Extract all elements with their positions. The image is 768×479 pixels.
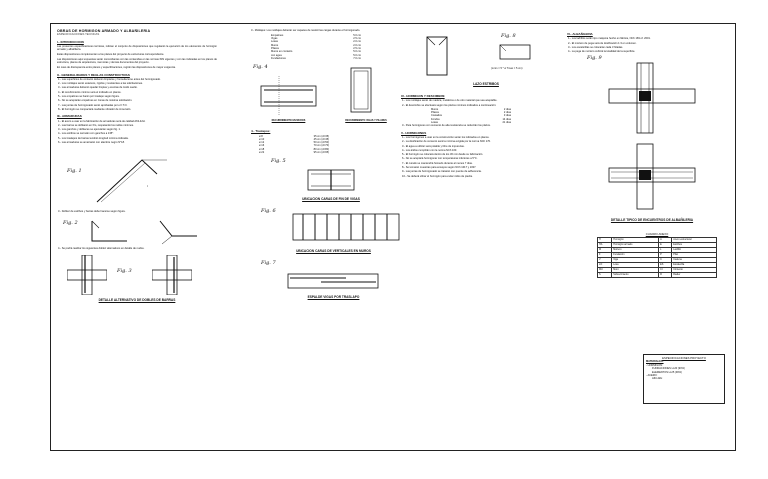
cover-row: Losas 2.0 cm xyxy=(271,40,361,44)
table-cell: V xyxy=(598,257,612,262)
fig-1-label: Fig. 1 xyxy=(67,168,82,175)
list-item: 10.- Se deberá vibrar el hormigón para evitar nidos de piedra. xyxy=(402,174,473,178)
fig-4-label: Fig. 4 xyxy=(253,64,268,71)
fig-3a-drawing xyxy=(67,255,107,295)
table-cell: CI xyxy=(659,267,672,272)
table-cell: A xyxy=(659,237,672,242)
list-item: 3.- Para hormigones con cemento de alta resistencia se reducirán los plazos. xyxy=(402,124,491,128)
paragraph: En caso de discrepancia entre planos y especificaciones, regirán las disposiciones de mayor exigencia. xyxy=(57,66,176,70)
fig-2-drawing xyxy=(87,216,137,246)
paragraph: Estas disposiciones complementan a los planos del proyecto de estructuras correspondiente. xyxy=(57,53,165,57)
list-item: 4.- El recubrimiento mínimo será el indicado en planos. xyxy=(58,90,122,94)
list-item: 2.- La dosificación de cemento será la mínima exigida por la norma NCh 170. xyxy=(402,140,491,144)
fig-9a-drawing xyxy=(607,61,697,136)
fig-4a-caption: RECUBRIMIENTO EN MUROS xyxy=(271,119,306,123)
fig-9b-drawing xyxy=(607,142,697,212)
list-item: 8.- El hormigón se compactará mediante vibrador de inmersión. xyxy=(58,107,132,111)
column-2 xyxy=(251,29,416,447)
lap-row: ø 12 50 cm (d=50) xyxy=(259,141,329,145)
fig-8 xyxy=(401,29,566,91)
fig-3-label: Fig. 3 xyxy=(117,268,132,275)
column-1 xyxy=(57,29,217,447)
lap-row: ø 16 70 cm (d=70) xyxy=(259,144,329,148)
list-item: 6.- Las armaduras se amarrarán con alambre negro N°18. xyxy=(58,141,125,145)
list-item: 4.- Los estribos se cerrarán con ganchos a 135°. xyxy=(58,132,114,136)
legend-line: FUNDACIONES H-20 (90%) xyxy=(652,367,685,371)
fig-8-label: Fig. 8 xyxy=(501,33,516,39)
fig-3b-drawing xyxy=(152,255,192,295)
fig-6-label: Fig. 6 xyxy=(261,208,276,215)
list-item: 3.- El agua a utilizar será potable y libre de impurezas. xyxy=(402,144,465,148)
section-heading: III.- ARMADURAS xyxy=(57,114,82,119)
table-cell: Acero estructural xyxy=(672,237,717,242)
lap-row: ø 8 35 cm (d=35) xyxy=(259,134,329,138)
table-cell: Hormigón armado xyxy=(612,242,659,247)
list-item: 1.- Los ladrillos serán tipo máquina hecho en fábrica, NCh 169 of. 2001. xyxy=(568,37,651,41)
descimbre-row: Costados 3 días xyxy=(431,114,511,118)
fig-note: 3.- Doblez de estribos y barras debe hacerse según figura. xyxy=(58,210,126,214)
legend-line: A63-42H xyxy=(652,377,663,381)
list-item: 5.- El hormigón se colocará dentro de los 30 min desde su fabricación. xyxy=(402,153,484,157)
formula: (Lmin = 5 * ø Tmax = 5 cm) xyxy=(491,67,523,70)
table-cell: MU xyxy=(598,267,612,272)
column-3 xyxy=(401,29,566,447)
table-cell: S xyxy=(598,272,612,277)
fig-note: 4.- Se podrá realizar los siguientes doblez alternativos en detalle de nudos. xyxy=(58,247,145,251)
section-heading: I.- INTRODUCCION xyxy=(57,39,84,44)
fig-9 xyxy=(567,57,732,227)
section-heading: V.- HORMIGONES xyxy=(401,130,427,135)
fig-6 xyxy=(251,206,416,256)
anexo-table xyxy=(597,237,717,278)
fig-2b-drawing xyxy=(152,216,202,246)
table-cell: Losa xyxy=(612,262,659,267)
table-cell: M xyxy=(598,247,612,252)
fig-7-caption: ESPALDE VIGAS POR TRASLAPO xyxy=(307,295,360,300)
cover-row: Vigas 2.5 cm xyxy=(271,37,361,41)
lap-row: ø 22 95 cm (d=95) xyxy=(259,151,329,155)
fig-5 xyxy=(251,160,416,204)
legend-line: - HORMIGON: xyxy=(646,363,663,367)
section-heading: VI.- ALBAÑILERIA xyxy=(567,32,593,36)
list-item: 2.- Los moldajes serán estancos, rígidos y resistentes a las solicitaciones. xyxy=(58,82,143,86)
list-item: 2.- Las barras se doblarán en frío, respetando los radios mínimos. xyxy=(58,123,134,127)
fig-5-drawing xyxy=(306,166,356,194)
figures-1-3 xyxy=(57,152,217,302)
table-cell: Ladrillo xyxy=(672,247,717,252)
fig-7-drawing xyxy=(286,270,381,292)
list-item: 7.- El curado se mantendrá húmedo durante al menos 7 días. xyxy=(402,161,473,165)
table-cell: H xyxy=(598,237,612,242)
list-item: 1.- Los hormigones a usar en la construcción serán los indicados en planos. xyxy=(402,135,490,139)
list-item: 5.- Los traslapos de barras tendrán longitud mínima indicada. xyxy=(58,136,129,140)
fig-2-label: Fig. 2 xyxy=(63,220,78,227)
paragraph: 3.- Moldajes: Los moldajes deberán ser capaces de resistir las cargas durante el hormigonado. xyxy=(251,29,361,32)
list-item: 3.- Los ganchos y dobleces se ejecutarán según fig. 1. xyxy=(58,128,121,132)
table-cell: LO xyxy=(598,262,612,267)
table-cell: C xyxy=(659,257,672,262)
cover-row: Muros en contacto 5.0 cm xyxy=(271,50,361,54)
drawing-sheet xyxy=(50,23,736,451)
table-cell: ES xyxy=(659,262,672,267)
legend-box xyxy=(643,354,725,404)
list-item: 4.- La pega de mortero cubrirá la totalidad de la superficie. xyxy=(568,50,636,54)
list-item: 1.- Los moldajes serán de madera, metálicos o de otro material que sea aceptable. xyxy=(402,99,498,103)
table-cell: Radier xyxy=(672,272,717,277)
legend-title: ESPECIFICACIONES PROYECTO xyxy=(662,356,706,360)
fig-8-drawing xyxy=(421,33,461,79)
lap-table xyxy=(259,135,329,155)
table-cell: Mortero xyxy=(612,247,659,252)
svg-text:r: r xyxy=(147,184,148,189)
legend-line: - ACERO: xyxy=(646,374,658,378)
table-cell: Muro xyxy=(612,267,659,272)
table-cell: Sobrecimiento xyxy=(612,272,659,277)
descimbre-row: Losas 21 días xyxy=(431,121,511,125)
table-cell: Viga xyxy=(612,257,659,262)
section-heading: 4.- Traslapos: xyxy=(251,129,271,134)
table-cell: F xyxy=(598,252,612,257)
fig-1-drawing xyxy=(87,152,177,207)
fig-4b-caption: RECUBRIMIENTO VIGAS Y PILARES xyxy=(345,119,387,123)
lap-row: ø 18 80 cm (d=80) xyxy=(259,147,329,151)
table-cell: Escalerilla xyxy=(672,262,717,267)
table-cell: Cimiento xyxy=(672,267,717,272)
list-item: 8.- Se tomarán muestras para ensayos según NCh 1017 y 1037. xyxy=(402,166,477,170)
list-item: 5.- Los empalmes se harán por traslapo según figura. xyxy=(58,95,120,99)
table-cell: Cadena xyxy=(672,257,717,262)
legend-label: MATERIALES: xyxy=(646,360,664,364)
list-item: 6.- No se aceptarán empalmes en zonas de máxima solicitación. xyxy=(58,99,133,103)
cover-table xyxy=(271,34,361,60)
list-item: 7.- Las juntas de hormigonado serán aprobadas por el I.T.O. xyxy=(58,103,128,107)
document-subtitle: ESPECIFICACIONES TECNICAS xyxy=(57,32,100,37)
table-title: CUADRO ANEXO xyxy=(645,232,669,237)
list-item: 9.- Las juntas de hormigonado se tratarán con puente de adherencia. xyxy=(402,170,482,174)
cover-row: Fundaciones 7.0 cm xyxy=(271,56,361,60)
section-heading: IV.- HORMIGON Y DESCIMBRE xyxy=(401,94,445,98)
descimbre-row: Pilares 2 días xyxy=(431,111,511,115)
list-item: 2.- El mortero de pega será de dosificación 1:3 en volumen. xyxy=(568,41,637,45)
fig-5-label: Fig. 5 xyxy=(271,158,286,165)
fig-4 xyxy=(251,64,416,126)
fig-9-caption: DETALLE TIPICO DE ENCUENTROS DE ALBAÑILERIA xyxy=(610,218,694,223)
cover-row: Empalmes 5.0 cm xyxy=(271,33,361,37)
fig-8b-drawing xyxy=(496,43,536,63)
list-item: 4.- Los áridos cumplirán con la norma NCh 163. xyxy=(402,148,458,152)
anexo-table-wrap xyxy=(597,233,717,277)
list-item: 3.- Los escalerillas se colocarán cada 3 hiladas. xyxy=(568,45,624,49)
table-cell: E xyxy=(659,242,672,247)
paragraph: Las disposiciones aquí expuestas serán concordantes con las contenidas en las normas INN vigentes y con las indicadas en los planos de estructura, planos de arquitectura, memorias y demás documentos del proyecto. xyxy=(57,58,217,65)
list-item: 1.- El acero a usar en la fabricación de armaduras será de calidad A63-42H. xyxy=(58,119,146,123)
fig-7-label: Fig. 7 xyxy=(261,260,276,267)
paragraph: Las presentes especificaciones técnicas, indican el conjunto de disposiciones que regularán la ejecución de los elementos de hormigón armado y albañilería. xyxy=(57,45,217,52)
table-cell: Pilar xyxy=(672,252,717,257)
descimbre-row: Muros 2 días xyxy=(431,107,511,111)
document-title: OBRAS DE HORMIGON ARMADO Y ALBAÑILERIA xyxy=(57,29,151,33)
fig-8-caption: LAZO ESTRIBOS xyxy=(473,82,499,86)
descimbre-row: Fondos 14 días xyxy=(431,117,511,121)
section-heading: II.- GENERALIDADES Y REGLAS CONSTRUCTIVAS xyxy=(57,72,130,77)
list-item: 2.- El descimbre se efectuará según los plazos mínimos indicados a continuación: xyxy=(402,103,497,107)
fig-4a-drawing xyxy=(259,76,319,116)
fig-9-label: Fig. 9 xyxy=(587,55,602,62)
list-item: 1.- Las superficies de contacto deberán limpiarse y humedecerse antes del hormigonado. xyxy=(58,77,161,81)
table-cell: Fundación xyxy=(612,252,659,257)
table-row xyxy=(598,272,717,277)
fig-6-caption: UBICACION CARAS DE VERTICALES EN MUROS xyxy=(296,249,371,254)
descimbre-table xyxy=(431,108,511,124)
cover-row: Pilares 2.5 cm xyxy=(271,47,361,51)
list-item: 6.- No se aceptará hormigonar con temperaturas inferiores a 5°C. xyxy=(402,157,478,161)
fig-caption: DETALLE ALTERNATIVO DE DOBLES DE BARRAS xyxy=(98,298,176,303)
fig-4b-drawing xyxy=(341,66,381,116)
table-cell: L xyxy=(659,247,672,252)
fig-5-caption: UBICACION CARAS DE FIN DE VIGAS xyxy=(302,197,360,202)
table-cell: Estribos xyxy=(672,242,717,247)
table-cell: R xyxy=(659,272,672,277)
fig-7 xyxy=(251,262,416,302)
list-item: 3.- Las armaduras deberán quedar limpias y exentas de óxido suelto. xyxy=(58,86,138,90)
table-cell: HA xyxy=(598,242,612,247)
table-cell: P xyxy=(659,252,672,257)
cover-row: Muros 2.0 cm xyxy=(271,43,361,47)
table-cell: Hormigón xyxy=(612,237,659,242)
legend-line: ELEMENTOS H-25 (90%) xyxy=(652,370,682,374)
cover-row: con agua 5.0 cm xyxy=(271,53,361,57)
lap-row: ø 10 45 cm (d=45) xyxy=(259,137,329,141)
fig-6-drawing xyxy=(291,208,401,246)
